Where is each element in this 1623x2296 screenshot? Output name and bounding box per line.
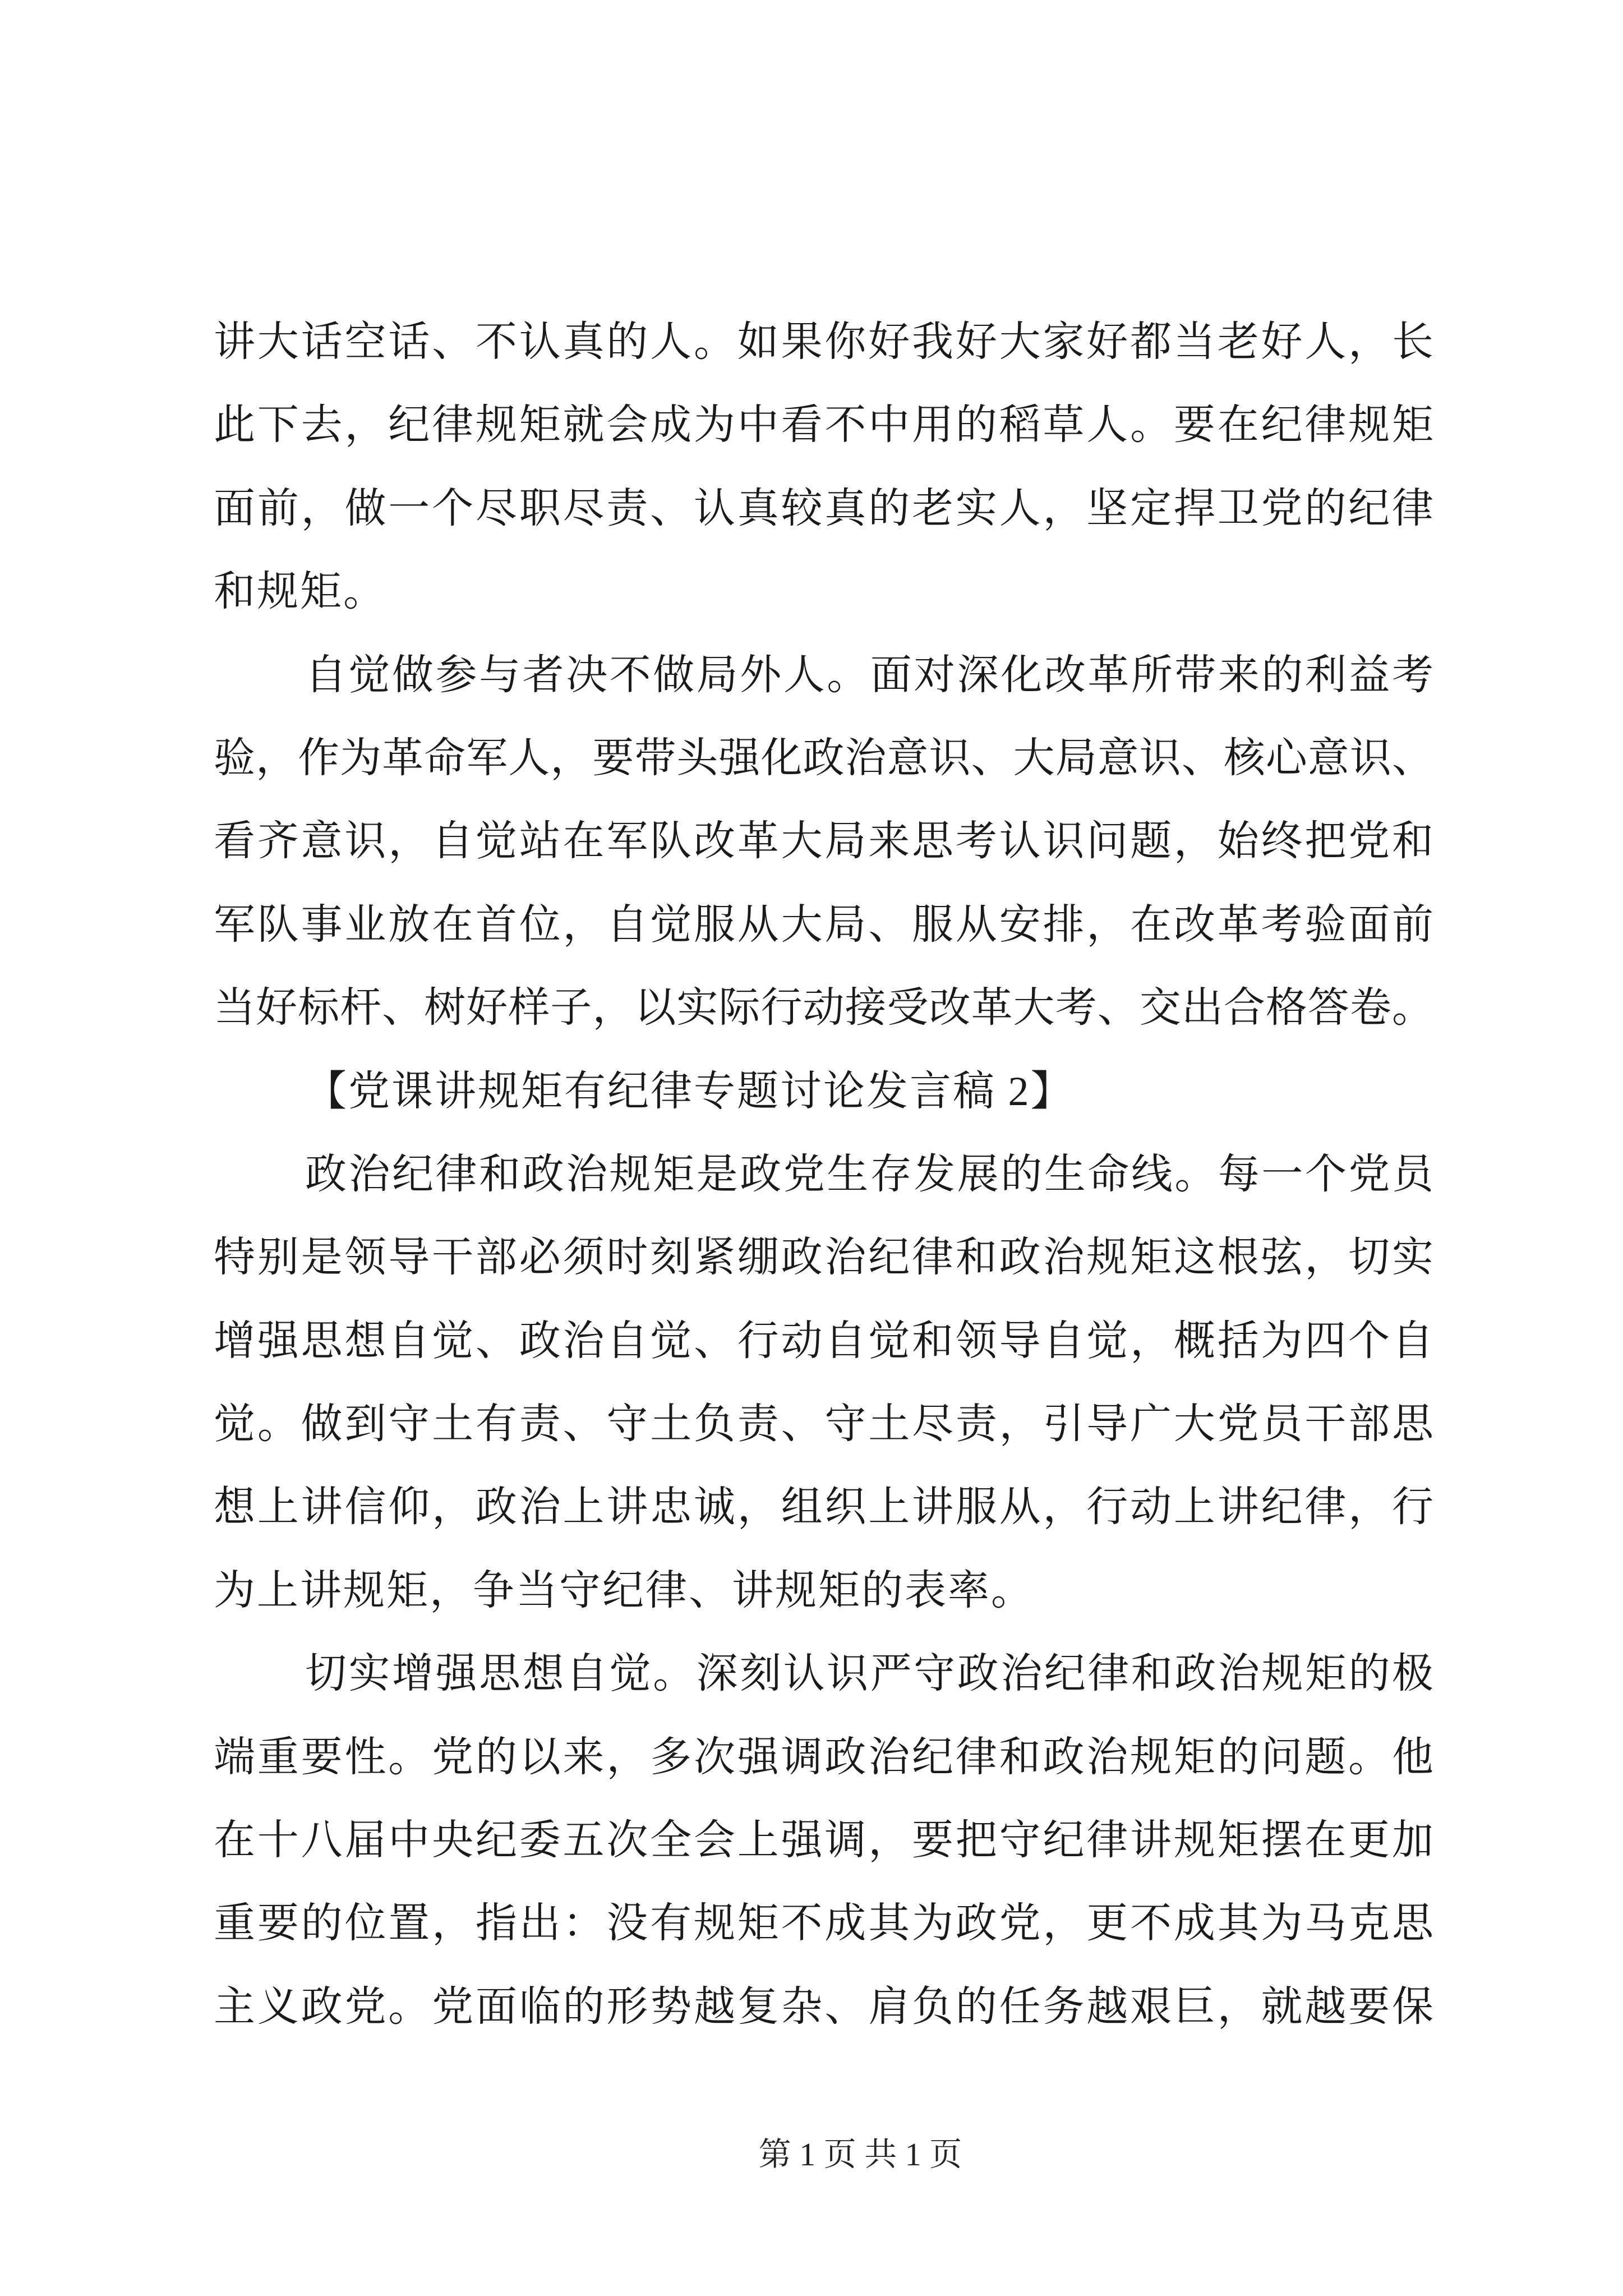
text-line: 主义政党。党面临的形势越复杂、肩负的任务越艰巨，就越要保 — [214, 1984, 1433, 2030]
paragraph — [214, 1133, 1433, 1632]
text-line: 自觉做参与者决不做局外人。面对深化改革所带来的利益考 — [305, 652, 1433, 698]
text-line: 此下去，纪律规矩就会成为中看不中用的稻草人。要在纪律规矩 — [214, 402, 1433, 449]
paragraph — [214, 634, 1433, 1050]
text-line: 切实增强思想自觉。深刻认识严守政治纪律和政治规矩的极 — [305, 1651, 1433, 1697]
text-line: 看齐意识，自觉站在军队改革大局来思考认识问题，始终把党和 — [214, 818, 1433, 865]
text-line: 和规矩。 — [214, 569, 386, 615]
text-line: 为上讲规矩，争当守纪律、讲规矩的表率。 — [214, 1567, 1034, 1614]
section-heading — [214, 1050, 1433, 1133]
text-line: 军队事业放在首位，自觉服从大局、服从安排，在改革考验面前 — [214, 901, 1433, 948]
page-footer: 第 1 页 共 1 页 — [758, 2136, 962, 2173]
text-line: 觉。做到守土有责、守土负责、守土尽责，引导广大党员干部思 — [214, 1401, 1433, 1448]
text-line: 增强思想自觉、政治自觉、行动自觉和领导自觉，概括为四个自 — [214, 1318, 1433, 1364]
text-line: 想上讲信仰，政治上讲忠诚，组织上讲服从，行动上讲纪律，行 — [214, 1484, 1433, 1531]
paragraph — [214, 301, 1433, 634]
text-line: 特别是领导干部必须时刻紧绷政治纪律和政治规矩这根弦，切实 — [214, 1235, 1433, 1281]
text-line: 端重要性。党的以来，多次强调政治纪律和政治规矩的问题。他 — [214, 1734, 1433, 1780]
text-line: 在十八届中央纪委五次全会上强调，要把守纪律讲规矩摆在更加 — [214, 1818, 1433, 1864]
text-line: 政治纪律和政治规矩是政党生存发展的生命线。每一个党员 — [305, 1151, 1433, 1198]
text-line: 重要的位置，指出：没有规矩不成其为政党，更不成其为马克思 — [214, 1901, 1433, 1947]
text-line: 面前，做一个尽职尽责、认真较真的老实人，坚定捍卫党的纪律 — [214, 485, 1433, 532]
paragraph — [214, 1632, 1433, 2049]
body-text — [214, 301, 1433, 2049]
text-line: 验，作为革命军人，要带头强化政治意识、大局意识、核心意识、 — [214, 735, 1433, 781]
text-line: 当好标杆、树好样子，以实际行动接受改革大考、交出合格答卷。 — [214, 985, 1433, 1032]
heading-line: 【党课讲规矩有纪律专题讨论发言稿 2】 — [305, 1068, 1074, 1115]
text-line: 讲大话空话、不认真的人。如果你好我好大家好都当老好人，长 — [214, 319, 1433, 365]
